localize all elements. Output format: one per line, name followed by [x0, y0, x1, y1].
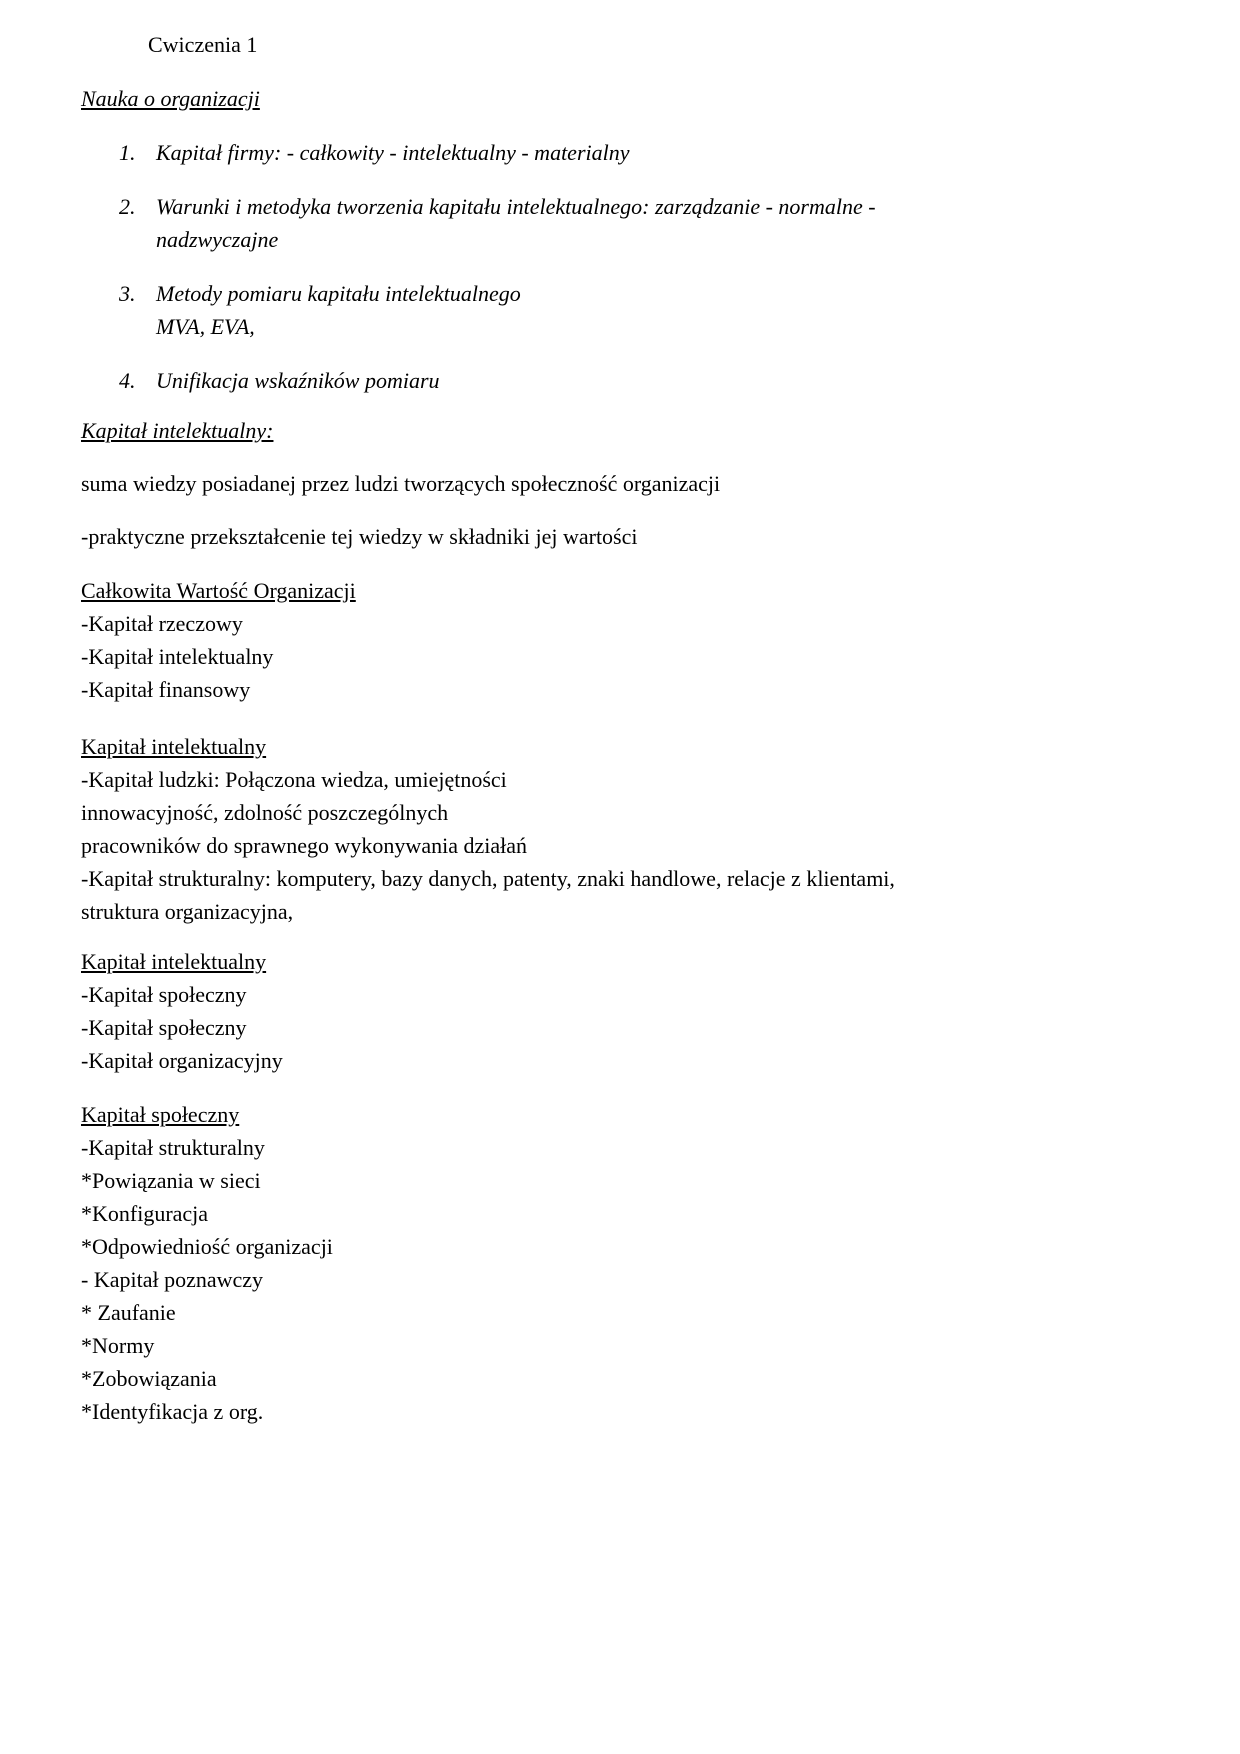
document-title: Cwiczenia 1 [148, 32, 258, 57]
text-line: -Kapitał strukturalny: komputery, bazy danych, patenty, znaki handlowe, relacje z klientami, [81, 866, 895, 891]
list-number: 3. [119, 281, 136, 306]
text-line: *Odpowiedniość organizacji [81, 1234, 333, 1259]
list-number: 2. [119, 194, 136, 219]
list-item-text: nadzwyczajne [156, 227, 279, 252]
text-line: -Kapitał ludzki: Połączona wiedza, umiejętności [81, 767, 507, 792]
text-line: - Kapitał poznawczy [81, 1267, 264, 1292]
section-heading-wartosc: Całkowita Wartość Organizacji [81, 578, 356, 603]
list-item-text: Kapitał firmy: - całkowity - intelektualny - materialny [156, 140, 630, 165]
text-line: innowacyjność, zdolność poszczególnych [81, 800, 449, 825]
section-heading-kapital-intelektualny-2: Kapitał intelektualny [81, 949, 267, 974]
paragraph: -praktyczne przekształcenie tej wiedzy w składniki jej wartości [81, 524, 638, 549]
text-line: *Zobowiązania [81, 1366, 217, 1391]
text-line: -Kapitał intelektualny [81, 644, 274, 669]
paragraph: suma wiedzy posiadanej przez ludzi tworzących społeczność organizacji [81, 471, 721, 496]
text-line: * Zaufanie [81, 1300, 176, 1325]
text-line: *Powiązania w sieci [81, 1168, 261, 1193]
text-line: -Kapitał rzeczowy [81, 611, 243, 636]
list-item-text: MVA, EVA, [156, 314, 255, 339]
text-line: pracowników do sprawnego wykonywania działań [81, 833, 527, 858]
text-line: -Kapitał społeczny [81, 1015, 247, 1040]
text-line: -Kapitał strukturalny [81, 1135, 265, 1160]
section-heading-kapital: Kapitał intelektualny: [81, 418, 274, 443]
list-item-text: Warunki i metodyka tworzenia kapitału intelektualnego: zarządzanie - normalne - [156, 194, 876, 219]
text-line: -Kapitał finansowy [81, 677, 251, 702]
text-line: *Konfiguracja [81, 1201, 209, 1226]
section-heading-nauka: Nauka o organizacji [81, 86, 260, 111]
list-item-text: Unifikacja wskaźników pomiaru [156, 368, 440, 393]
text-line: *Normy [81, 1333, 155, 1358]
text-line: *Identyfikacja z org. [81, 1399, 264, 1424]
text-line: -Kapitał organizacyjny [81, 1048, 283, 1073]
text-line: struktura organizacyjna, [81, 899, 294, 924]
text-line: -Kapitał społeczny [81, 982, 247, 1007]
list-number: 1. [119, 140, 136, 165]
section-heading-kapital-intelektualny: Kapitał intelektualny [81, 734, 267, 759]
list-number: 4. [119, 368, 136, 393]
list-item-text: Metody pomiaru kapitału intelektualnego [156, 281, 521, 306]
section-heading-kapital-spoleczny: Kapitał społeczny [81, 1102, 240, 1127]
